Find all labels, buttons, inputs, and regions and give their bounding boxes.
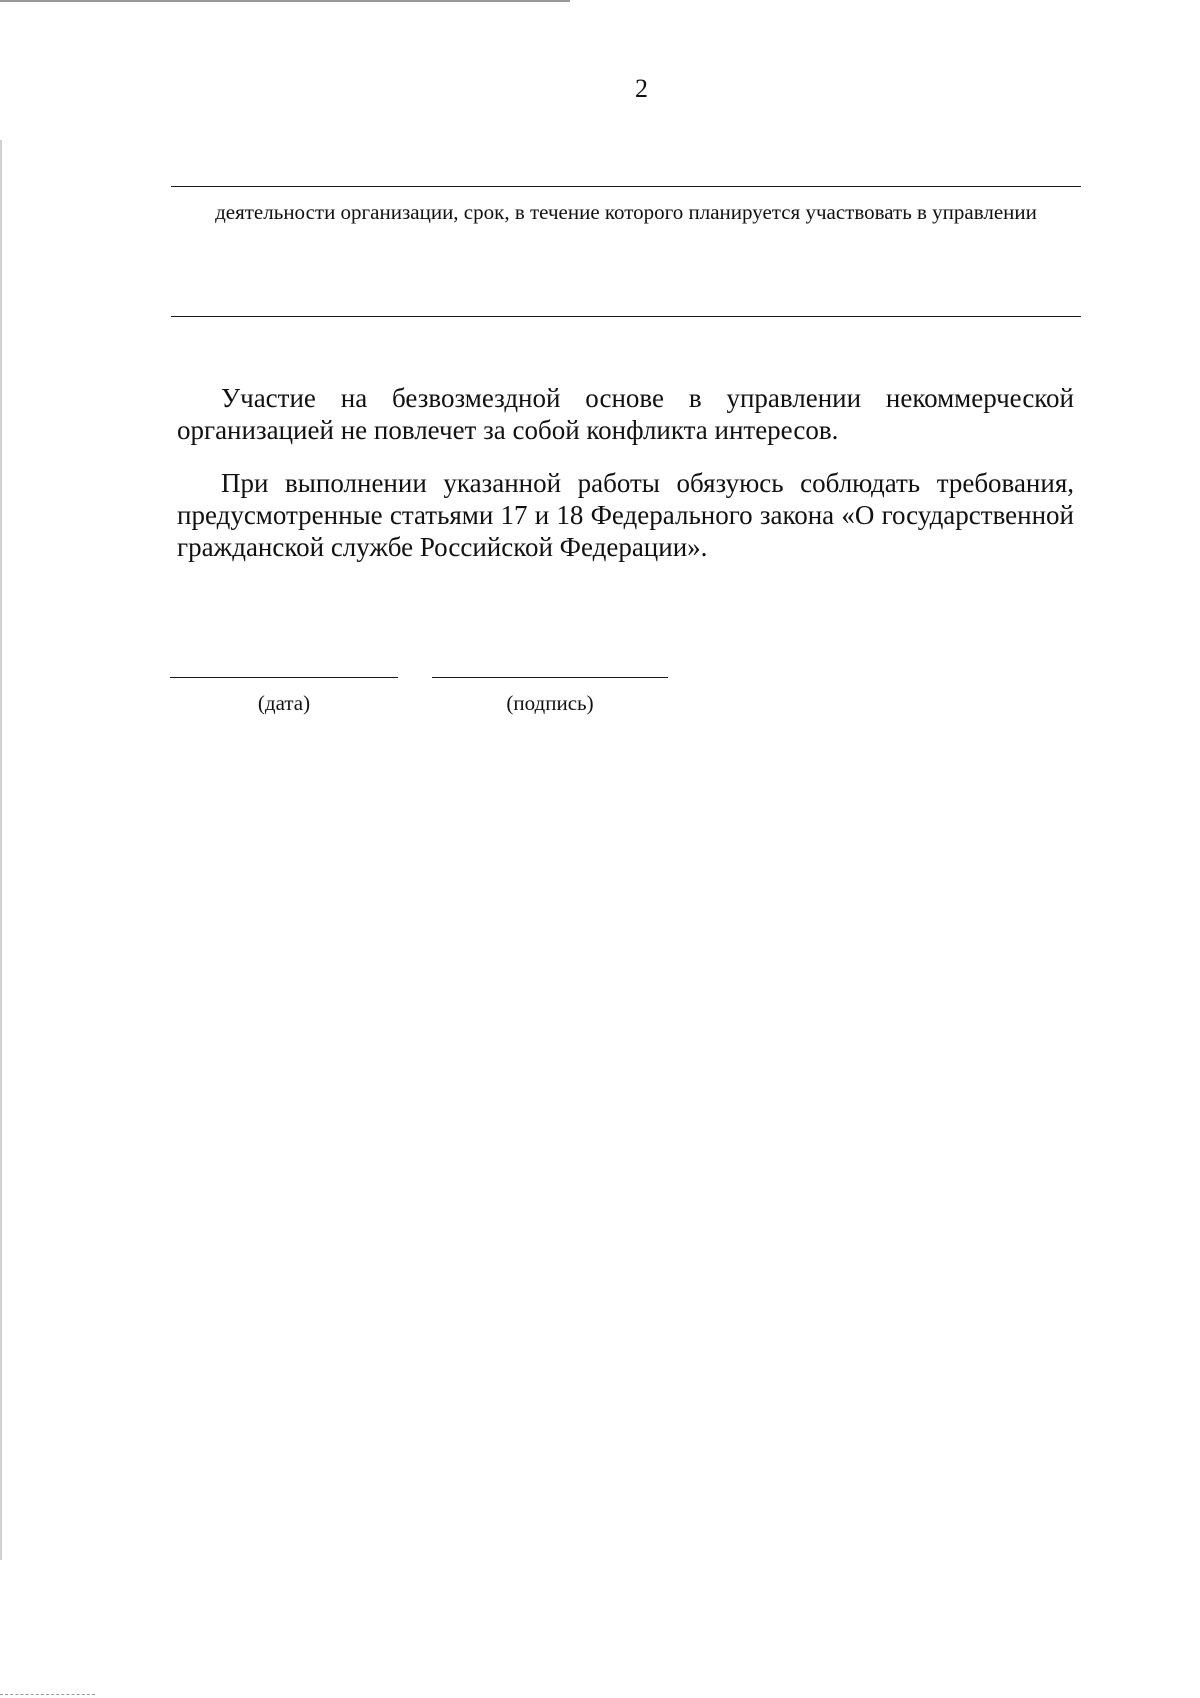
- page-number: 2: [635, 74, 648, 103]
- fill-in-line-bottom: [171, 316, 1081, 317]
- field-caption: деятельности организации, срок, в течение которого планируется участвовать в управлении: [215, 200, 1037, 224]
- scan-edge-top: [0, 0, 570, 2]
- scan-edge-left: [0, 140, 2, 1560]
- date-line: [170, 677, 398, 678]
- signature-label: (подпись): [506, 691, 594, 715]
- scan-edge-bottom: [0, 1694, 95, 1696]
- signature-line: [432, 677, 668, 678]
- date-label: (дата): [257, 691, 311, 715]
- fill-in-line-top: [171, 186, 1081, 187]
- paragraph-no-conflict: Участие на безвозмездной основе в управлении некоммерческой организацией не повлечет за собой конфликта интересов.: [177, 383, 1074, 445]
- paragraph-obligation: При выполнении указанной работы обязуюсь соблюдать требования, предусмотренные статьями 17 и 18 Федерального закона «О государственной гражданской службе Российской Федерации».: [177, 468, 1074, 562]
